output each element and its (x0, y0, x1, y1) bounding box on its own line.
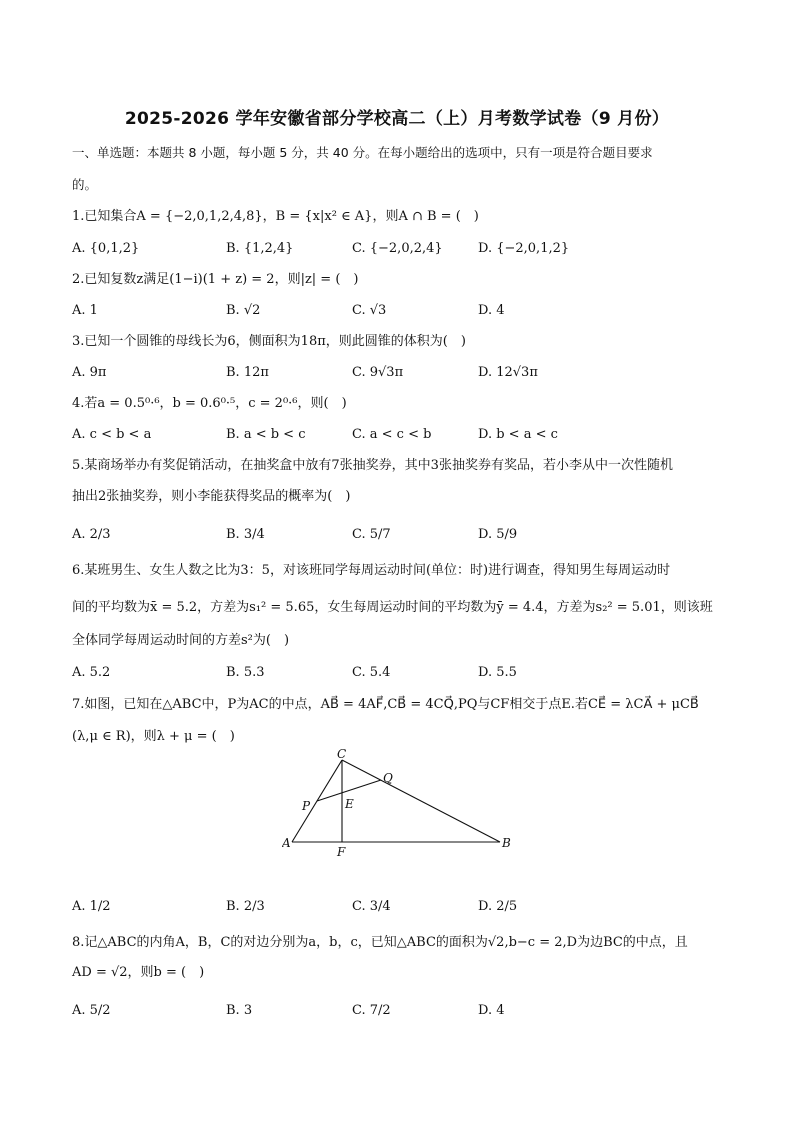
question-1-stem: 1.已知集合A = {−2,0,1,2,4,8}，B = {x|x² ∈ A}，则A ∩ B = ( ) (72, 209, 479, 224)
question-5-stem-line-2: 抽出2张抽奖券，则小李能获得奖品的概率为( ) (72, 489, 351, 504)
question-6-stem-line-1: 6.某班男生、女生人数之比为3：5，对该班同学每周运动时间(单位：时)进行调查，得知男生每周运动时 (72, 563, 671, 578)
question-4-option-a: A. c < b < a (72, 427, 152, 442)
section-heading-line-2: 的。 (72, 177, 98, 192)
question-8-option-c: C. 7/2 (352, 1003, 391, 1018)
question-3-option-c: C. 9√3π (352, 365, 404, 380)
vertex-c-label: C (337, 748, 347, 761)
vertex-b-label: B (502, 836, 511, 850)
question-1-option-b: B. {1,2,4} (226, 241, 294, 256)
question-2-option-a: A. 1 (72, 303, 98, 318)
question-8-stem-line-1: 8.记△ABC的内角A，B，C的对边分别为a，b，c，已知△ABC的面积为√2,b−c = 2,D为边BC的中点，且 (72, 935, 688, 950)
point-p-label: P (302, 799, 311, 813)
exam-title: 2025-2026 学年安徽省部分学校高二（上）月考数学试卷（9 月份） (124, 109, 670, 129)
question-7-stem-line-2: (λ,μ ∈ R)，则λ + μ = ( ) (72, 729, 235, 744)
question-1-option-c: C. {−2,0,2,4} (352, 241, 443, 256)
question-4-stem: 4.若a = 0.5⁰·⁶，b = 0.6⁰·⁵，c = 2⁰·⁶，则( ) (72, 396, 347, 411)
question-4-option-c: C. a < c < b (352, 427, 432, 442)
question-5-stem-line-1: 5.某商场举办有奖促销活动，在抽奖盒中放有7张抽奖券，其中3张抽奖券有奖品，若小李从中一次性随机 (72, 458, 673, 473)
question-5-option-b: B. 3/4 (226, 527, 265, 542)
question-3-stem: 3.已知一个圆锥的母线长为6，侧面积为18π，则此圆锥的体积为( ) (72, 334, 466, 349)
triangle-figure (282, 748, 512, 860)
question-5-option-c: C. 5/7 (352, 527, 391, 542)
question-7-option-a: A. 1/2 (72, 899, 111, 914)
vertex-a-label: A (282, 836, 291, 850)
question-8-option-d: D. 4 (478, 1003, 505, 1018)
question-6-option-d: D. 5.5 (478, 665, 517, 680)
question-4-option-d: D. b < a < c (478, 427, 558, 442)
question-7-option-d: D. 2/5 (478, 899, 518, 914)
question-2-option-b: B. √2 (226, 303, 261, 318)
question-3-option-d: D. 12√3π (478, 365, 538, 380)
point-q-label: Q (383, 771, 393, 785)
question-1-option-d: D. {−2,0,1,2} (478, 241, 570, 256)
segment-cb (342, 760, 500, 842)
question-6-option-b: B. 5.3 (226, 665, 265, 680)
question-7-option-c: C. 3/4 (352, 899, 391, 914)
question-5-option-d: D. 5/9 (478, 527, 518, 542)
question-6-stem-line-3: 全体同学每周运动时间的方差s²为( ) (72, 633, 290, 648)
question-5-option-a: A. 2/3 (72, 527, 111, 542)
question-6-option-c: C. 5.4 (352, 665, 391, 680)
question-6-stem-line-2: 间的平均数为x̄ = 5.2，方差为s₁² = 5.65，女生每周运动时间的平均数为ȳ = 4.4，方差为s₂² = 5.01，则该班 (72, 600, 713, 615)
question-2-stem: 2.已知复数z满足(1−i)(1 + z) = 2，则|z| = ( ) (72, 272, 359, 287)
question-1-option-a: A. {0,1,2} (72, 241, 140, 256)
question-7-stem-line-1: 7.如图，已知在△ABC中，P为AC的中点，AB⃗ = 4AF⃗,CB⃗ = 4CQ⃗,PQ与CF相交于点E.若CE⃗ = λCA⃗ + μCB⃗ (72, 697, 699, 712)
question-7-option-b: B. 2/3 (226, 899, 265, 914)
question-8-option-b: B. 3 (226, 1003, 253, 1018)
question-8-option-a: A. 5/2 (72, 1003, 111, 1018)
question-2-option-c: C. √3 (352, 303, 387, 318)
point-f-label: F (337, 845, 346, 859)
point-e-label: E (345, 797, 354, 811)
question-6-option-a: A. 5.2 (72, 665, 111, 680)
section-heading-line-1: 一、单选题：本题共 8 小题，每小题 5 分，共 40 分。在每小题给出的选项中，只有一项是符合题目要求 (72, 145, 653, 160)
question-4-option-b: B. a < b < c (226, 427, 306, 442)
question-2-option-d: D. 4 (478, 303, 505, 318)
question-3-option-a: A. 9π (72, 365, 107, 380)
question-3-option-b: B. 12π (226, 365, 269, 380)
question-8-stem-line-2: AD = √2，则b = ( ) (72, 965, 205, 980)
